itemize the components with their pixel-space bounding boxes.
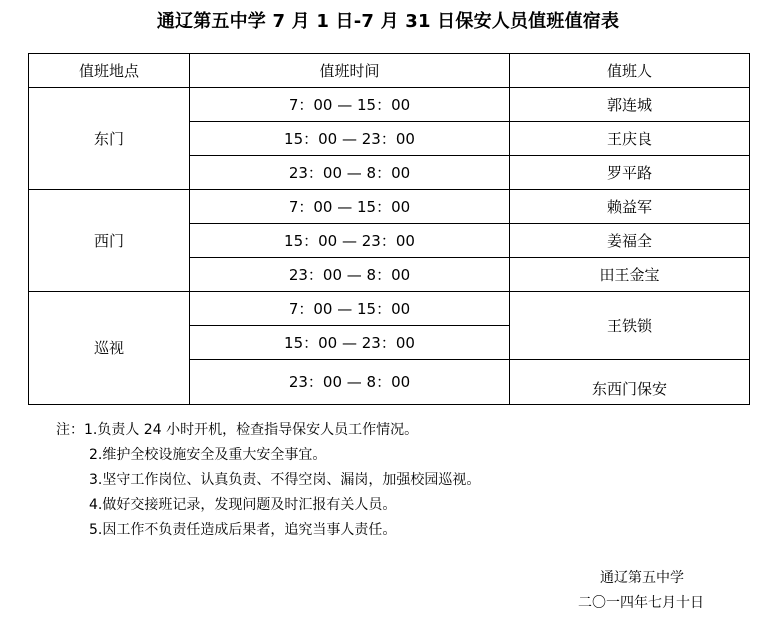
time-cell: 23：00 — 8：00 (190, 156, 510, 190)
table-header-row (29, 54, 750, 88)
person-cell: 郭连城 (510, 88, 750, 122)
person-cell: 东西门保安 (510, 360, 750, 405)
note-item: 5.因工作不负责任造成后果者，追究当事人责任。 (89, 522, 397, 538)
person-cell: 姜福全 (510, 224, 750, 258)
location-cell-patrol: 巡视 (29, 292, 190, 405)
person-cell: 田王金宝 (510, 258, 750, 292)
location-cell-west: 西门 (29, 190, 190, 292)
signature-date: 二〇一四年七月十日 (578, 595, 704, 611)
page-title: 通辽第五中学 7 月 1 日-7 月 31 日保安人员值班值宿表 (156, 11, 620, 32)
signature-block (560, 566, 750, 616)
time-cell: 15：00 — 23：00 (190, 122, 510, 156)
note-item: 注：1.负责人 24 小时开机，检查指导保安人员工作情况。 (56, 422, 419, 438)
duty-roster-table (28, 53, 750, 405)
time-cell: 7：00 — 15：00 (190, 292, 510, 326)
time-cell: 7：00 — 15：00 (190, 190, 510, 224)
header-location: 值班地点 (29, 54, 190, 88)
person-cell: 王铁锁 (510, 292, 750, 360)
person-cell: 罗平路 (510, 156, 750, 190)
time-cell: 15：00 — 23：00 (190, 326, 510, 360)
note-item: 2.维护全校设施安全及重大安全事宜。 (89, 447, 327, 463)
signature-org: 通辽第五中学 (600, 570, 684, 586)
header-time: 值班时间 (190, 54, 510, 88)
note-item: 3.坚守工作岗位、认真负责、不得空岗、漏岗，加强校园巡视。 (89, 472, 481, 488)
time-cell: 23：00 — 8：00 (190, 360, 510, 405)
time-cell: 7：00 — 15：00 (190, 88, 510, 122)
note-item: 4.做好交接班记录，发现问题及时汇报有关人员。 (89, 497, 397, 513)
notes-section (56, 418, 480, 543)
table-row (29, 292, 750, 326)
time-cell: 23：00 — 8：00 (190, 258, 510, 292)
table-row (29, 88, 750, 122)
location-cell-east: 东门 (29, 88, 190, 190)
header-person: 值班人 (510, 54, 750, 88)
person-cell: 王庆良 (510, 122, 750, 156)
time-cell: 15：00 — 23：00 (190, 224, 510, 258)
table-row (29, 190, 750, 224)
person-cell: 赖益军 (510, 190, 750, 224)
